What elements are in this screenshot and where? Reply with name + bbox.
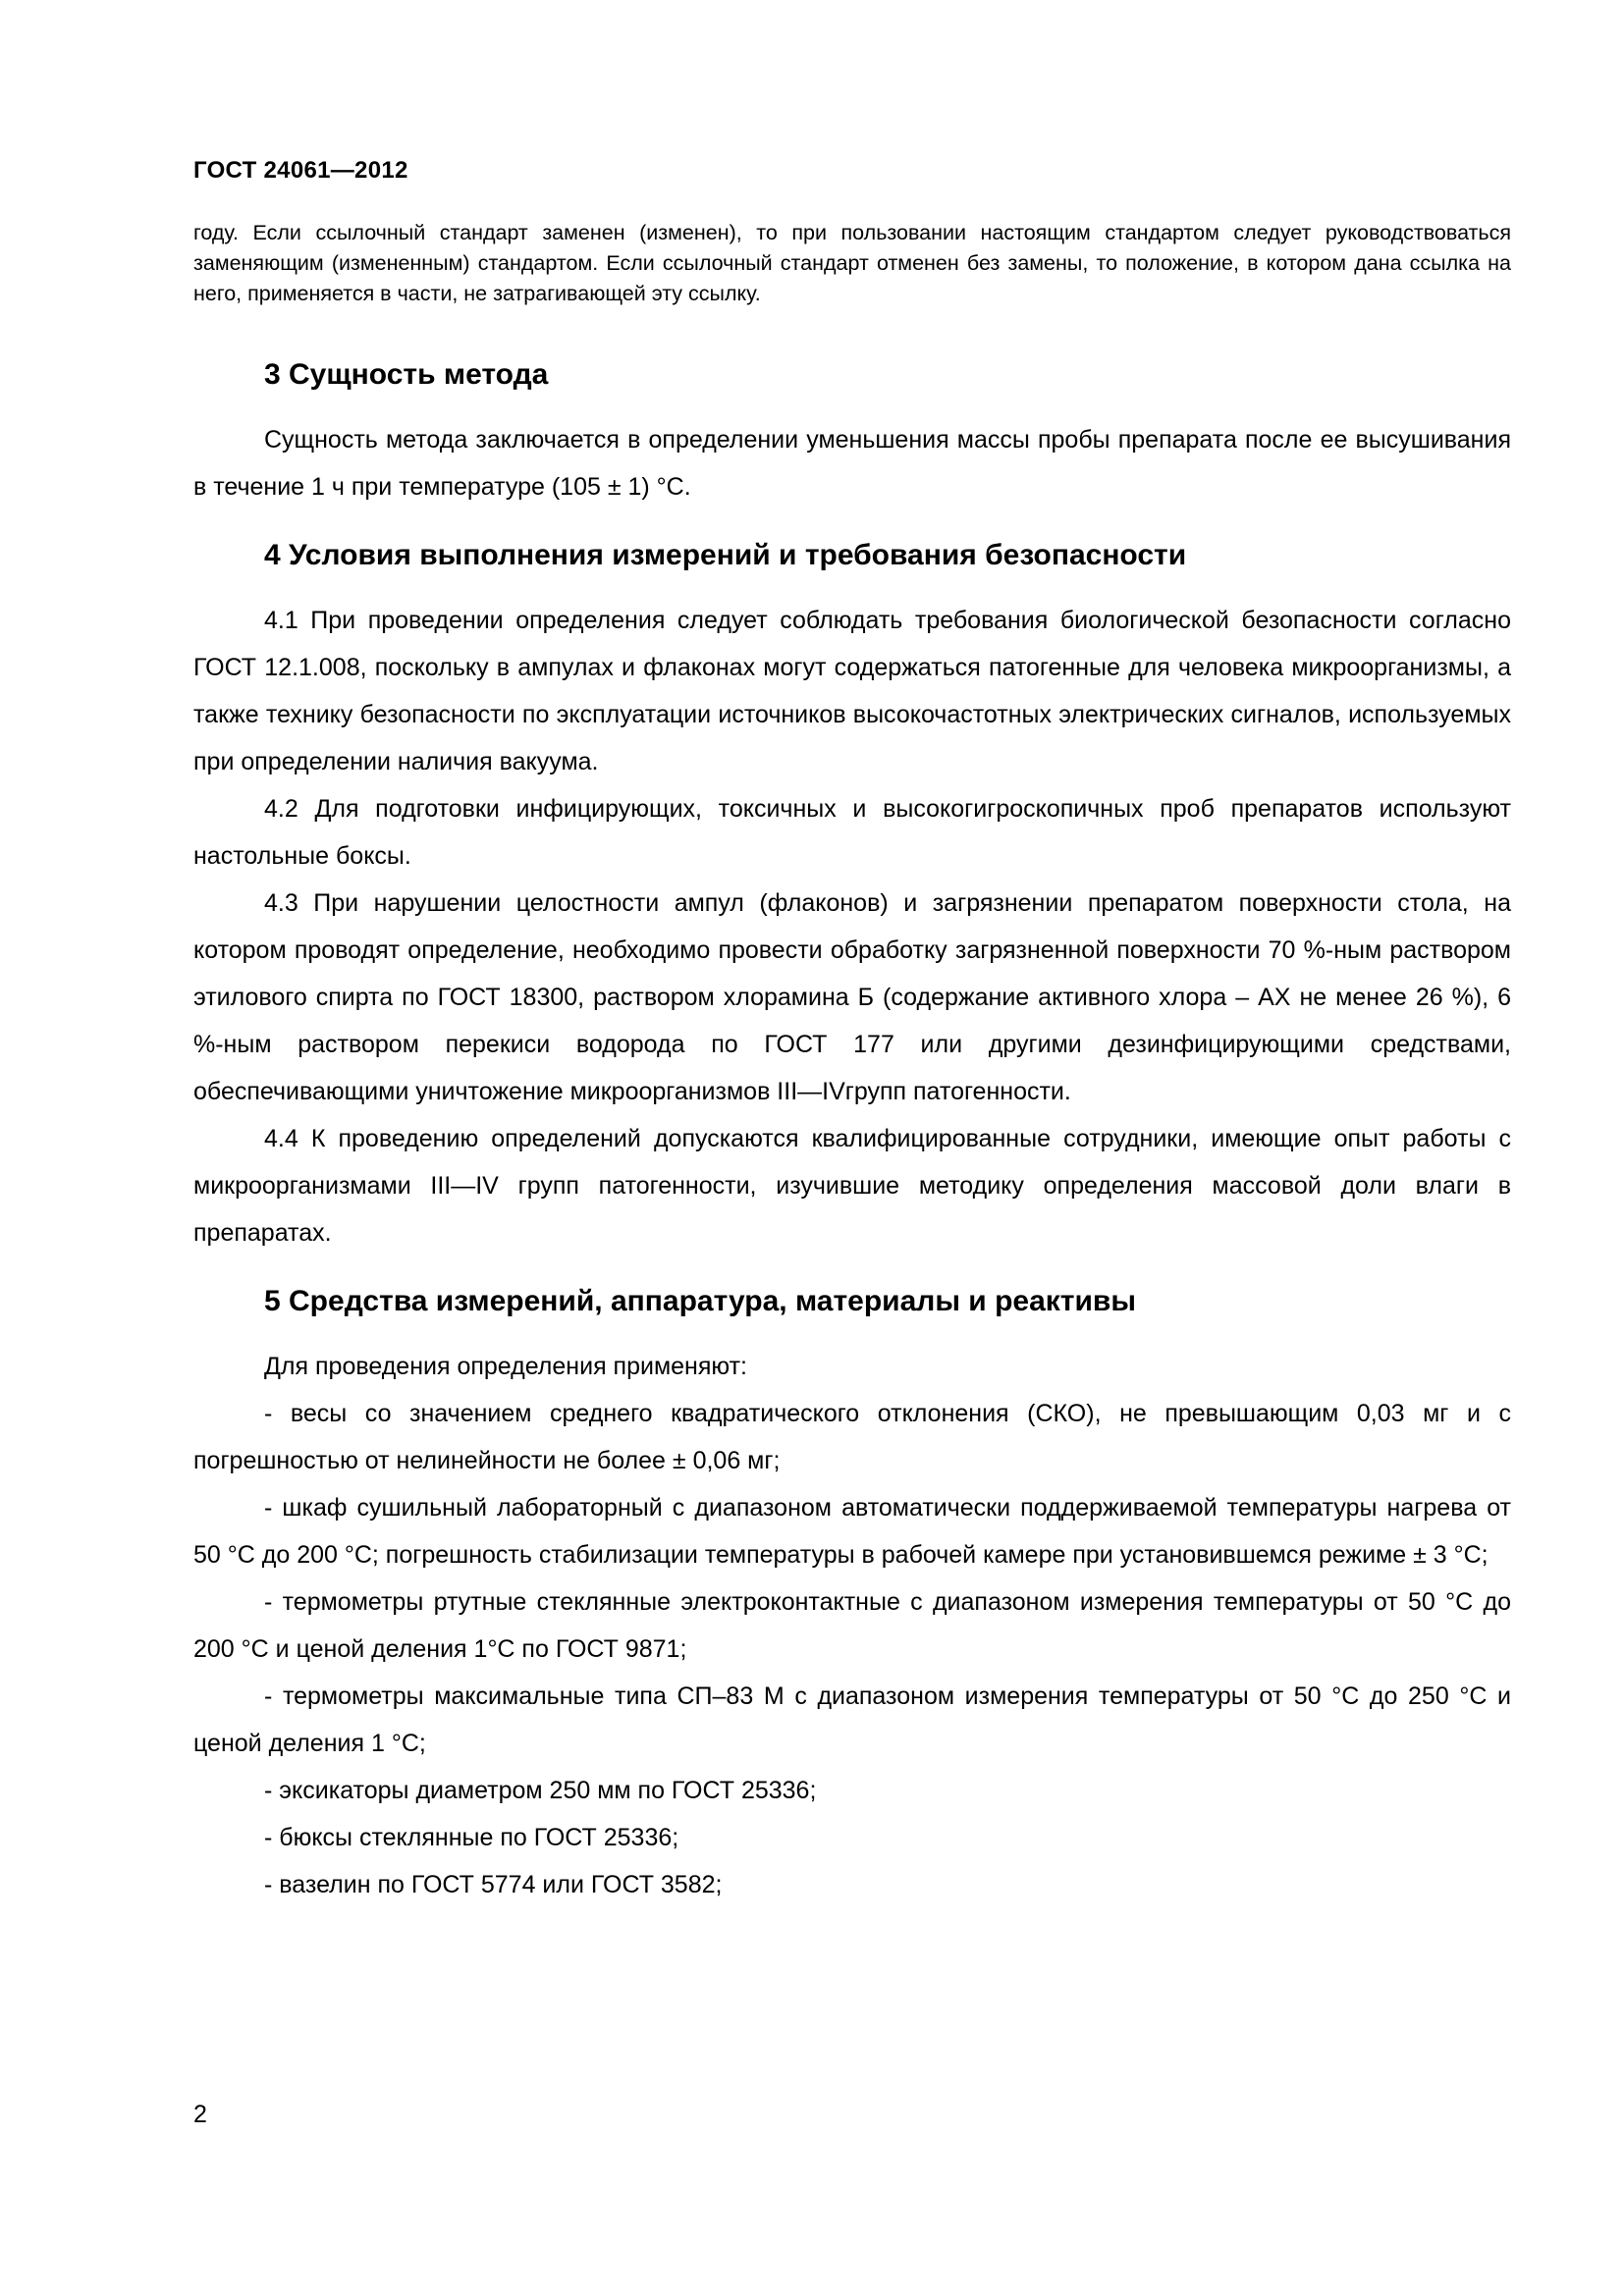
document-header: ГОСТ 24061—2012 — [193, 157, 408, 184]
section-5-title: 5 Средства измерений, аппаратура, материалы и реактивы — [264, 1285, 1136, 1317]
section-4-1-paragraph: 4.1 При проведении определения следует соблюдать требования биологической безопасности согласно ГОСТ 12.1.008, поскольку в ампулах и флаконах могут содержаться патогенные для человека микроорганизмы, а также технику безопасности по эксплуатации источников высокочастотных электрических сигналов, используемых при определении наличия вакуума. — [193, 607, 1511, 775]
list-item: - термометры максимальные типа СП–83 М с диапазоном измерения температуры от 50 °С до 250 °С и ценой деления 1 °С; — [193, 1682, 1511, 1757]
section-4-3-paragraph: 4.3 При нарушении целостности ампул (флаконов) и загрязнении препаратом поверхности стола, на котором проводят определение, необходимо провести обработку загрязненной поверхности 70 %-ным раствором этилового спирта по ГОСТ 18300, раствором хлорамина Б (содержание активного хлора – АХ не менее 26 %), 6 %-ным раствором перекиси водорода по ГОСТ 177 или другими дезинфицирующими средствами, обеспечивающими уничтожение микроорганизмов III—IVгрупп патогенности. — [193, 889, 1511, 1105]
list-item: - весы со значением среднего квадратического отклонения (СКО), не превышающим 0,03 мг и с погрешностью от нелинейности не более ± 0,06 мг; — [193, 1400, 1511, 1474]
list-item: - бюксы стеклянные по ГОСТ 25336; — [264, 1824, 679, 1851]
list-item: - шкаф сушильный лабораторный с диапазоном автоматически поддерживаемой температуры нагрева от 50 °С до 200 °С; погрешность стабилизации температуры в рабочей камере при установившемся режиме ± 3 °С; — [193, 1494, 1511, 1569]
page-number: 2 — [193, 2101, 207, 2128]
list-item: - термометры ртутные стеклянные электроконтактные с диапазоном измерения температуры от 50 °С до 200 °С и ценой деления 1°С по ГОСТ 9871; — [193, 1588, 1511, 1663]
section-3-title: 3 Сущность метода — [264, 358, 549, 391]
section-4-4-paragraph: 4.4 К проведению определений допускаются квалифицированные сотрудники, имеющие опыт работы с микроорганизмами III—IV групп патогенности, изучившие методику определения массовой доли влаги в препаратах. — [193, 1125, 1511, 1247]
section-4-2-paragraph: 4.2 Для подготовки инфицирующих, токсичных и высокогигроскопичных проб препаратов используют настольные боксы. — [193, 795, 1511, 870]
list-item: - эксикаторы диаметром 250 мм по ГОСТ 25336; — [264, 1777, 817, 1804]
section-5-intro: Для проведения определения применяют: — [264, 1353, 747, 1380]
section-3-paragraph: Сущность метода заключается в определении уменьшения массы пробы препарата после ее высушивания в течение 1 ч при температуре (105 ± 1) °С. — [193, 426, 1511, 501]
section-4-title: 4 Условия выполнения измерений и требования безопасности — [264, 539, 1187, 571]
intro-paragraph: году. Если ссылочный стандарт заменен (изменен), то при пользовании настоящим стандартом следует руководствоваться заменяющим (измененным) стандартом. Если ссылочный стандарт отменен без замены, то положение, в котором дана ссылка на него, применяется в части, не затрагивающей эту ссылку. — [193, 221, 1511, 305]
document-body — [193, 353, 1511, 1908]
list-item: - вазелин по ГОСТ 5774 или ГОСТ 3582; — [264, 1871, 723, 1898]
